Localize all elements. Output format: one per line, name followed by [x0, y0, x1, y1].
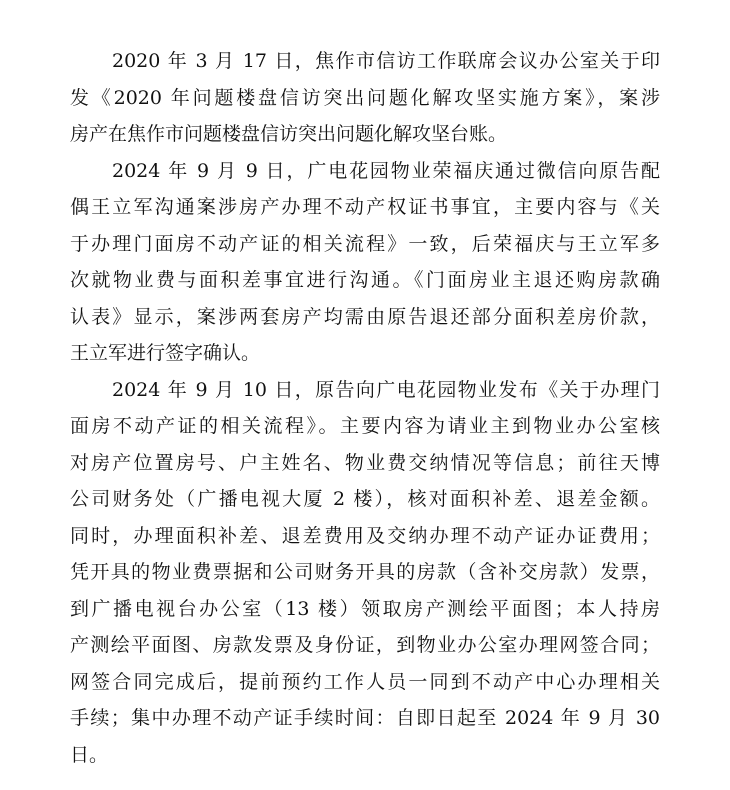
text-line: 对房产位置房号、户主姓名、物业费交纳情况等信息；前往天博	[70, 451, 660, 474]
text-line: 手续；集中办理不动产证手续时间：自即日起至 2024 年 9 月 30	[70, 707, 660, 729]
text-line: 2024 年 9 月 9 日，广电花园物业荣福庆通过微信向原告配	[112, 159, 660, 182]
text-line: 同时，办理面积补差、退差费用及交纳办理不动产证办证费用；	[70, 524, 660, 547]
text-line: 产测绘平面图、房款发票及身份证，到物业办公室办理网签合同；	[70, 634, 660, 656]
text-line: 王立军进行签字确认。	[70, 342, 261, 364]
text-line: 房产在焦作市问题楼盘信访突出问题化解攻坚台账。	[70, 123, 508, 145]
text-line: 到广播电视台办公室（13 楼）领取房产测绘平面图；本人持房	[70, 597, 660, 620]
text-line: 网签合同完成后，提前预约工作人员一同到不动产中心办理相关	[70, 670, 660, 693]
text-line: 公司财务处（广播电视大厦 2 楼），核对面积补差、退差金额。	[70, 488, 660, 510]
text-line: 认表》显示，案涉两套房产均需由原告退还部分面积差房价款，	[70, 305, 660, 328]
text-line: 发《2020 年问题楼盘信访突出问题化解攻坚实施方案》，案涉	[70, 86, 660, 109]
text-line: 偶王立军沟通案涉房产办理不动产权证书事宜，主要内容与《关	[70, 196, 660, 218]
text-line: 凭开具的物业费票据和公司财务开具的房款（含补交房款）发票，	[70, 561, 660, 583]
text-line: 于办理门面房不动产证的相关流程》一致，后荣福庆与王立军多	[70, 232, 660, 255]
paragraph-1	[70, 43, 660, 153]
text-line: 2020 年 3 月 17 日，焦作市信访工作联席会议办公室关于印	[112, 50, 660, 72]
text-line: 面房不动产证的相关流程》。主要内容为请业主到物业办公室核	[70, 415, 660, 437]
text-line: 次就物业费与面积差事宜进行沟通。《门面房业主退还购房款确	[70, 269, 660, 291]
text-line: 2024 年 9 月 10 日，原告向广电花园物业发布《关于办理门	[112, 378, 660, 401]
paragraph-2	[70, 153, 660, 372]
text-line: 日。	[70, 743, 109, 766]
paragraph-3	[70, 372, 660, 774]
